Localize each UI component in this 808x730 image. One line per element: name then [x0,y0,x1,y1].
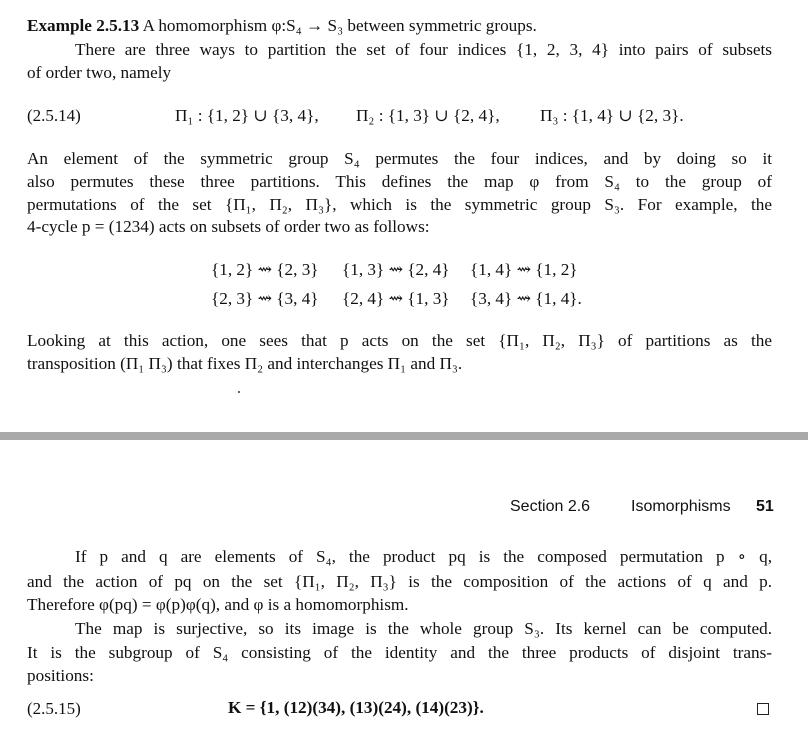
paragraph-2-line-4: 4-cycle p = (1234) acts on subsets of order two as follows: [27,217,430,236]
continuation-line-3: Therefore φ(pq) = φ(p)φ(q), and φ is a homomorphism. [27,595,409,614]
paragraph-3-line-1: Looking at this action, one sees that p acts on the set {Π₁, Π₂, Π₃} of partitions as the [27,331,772,350]
stray-dot [238,391,240,393]
header-page-number: 51 [756,498,774,515]
action-r2c1: {2, 3} ⇝ {3, 4} [211,289,319,308]
intro-line-1: There are three ways to partition the set of four indices {1, 2, 3, 4} into pairs of subsets [75,40,772,59]
action-r1c2: {1, 3} ⇝ {2, 4} [342,260,450,279]
action-r1c3: {1, 4} ⇝ {1, 2} [470,260,578,279]
partition-3: Π₃ : {1, 4} ∪ {2, 3}. [540,106,684,125]
qed-box-icon [757,703,769,715]
example-title: A homomorphism φ:S₄ → S₃ between symmetric groups. [142,16,537,35]
partition-1: Π₁ : {1, 2} ∪ {3, 4}, [175,106,319,125]
action-r2c2: {2, 4} ⇝ {1, 3} [342,289,450,308]
paragraph-2-line-1: An element of the symmetric group S₄ permutes the four indices, and by doing so it [27,149,772,168]
intro-line-2: of order two, namely [27,63,172,82]
header-title: Isomorphisms [631,498,731,515]
equation-number-2-5-15: (2.5.15) [27,699,81,718]
continuation-line-6: positions: [27,666,94,685]
continuation-line-5: It is the subgroup of S₄ consisting of the identity and the three products of disjoint trans- [27,643,772,662]
running-header [0,496,808,520]
paragraph-2-line-2: also permutes these three partitions. This defines the map φ from S₄ to the group of [27,172,772,191]
continuation-line-2: and the action of pq on the set {Π₁, Π₂, Π₃} is the composition of the actions of q and p. [27,572,772,591]
header-section: Section 2.6 [510,498,591,515]
partition-2: Π₂ : {1, 3} ∪ {2, 4}, [356,106,500,125]
continuation-line-4: The map is surjective, so its image is the whole group S₃. Its kernel can be computed. [75,619,772,638]
continuation-line-1: If p and q are elements of S₄, the product pq is the composed permutation p ∘ q, [75,547,772,566]
kernel-equation: K = {1, (12)(34), (13)(24), (14)(23)}. [228,698,484,717]
example-heading [27,15,537,37]
page-divider [0,432,808,440]
example-label: Example 2.5.13 [27,16,140,35]
action-r1c1: {1, 2} ⇝ {2, 3} [211,260,319,279]
action-r2c3: {3, 4} ⇝ {1, 4}. [470,289,582,308]
paragraph-3-line-2: transposition (Π₁ Π₃) that fixes Π₂ and interchanges Π₁ and Π₃. [27,354,463,373]
paragraph-2-line-3: permutations of the set {Π₁, Π₂, Π₃}, which is the symmetric group S₃. For example, the [27,195,772,214]
equation-number-2-5-14: (2.5.14) [27,106,81,125]
